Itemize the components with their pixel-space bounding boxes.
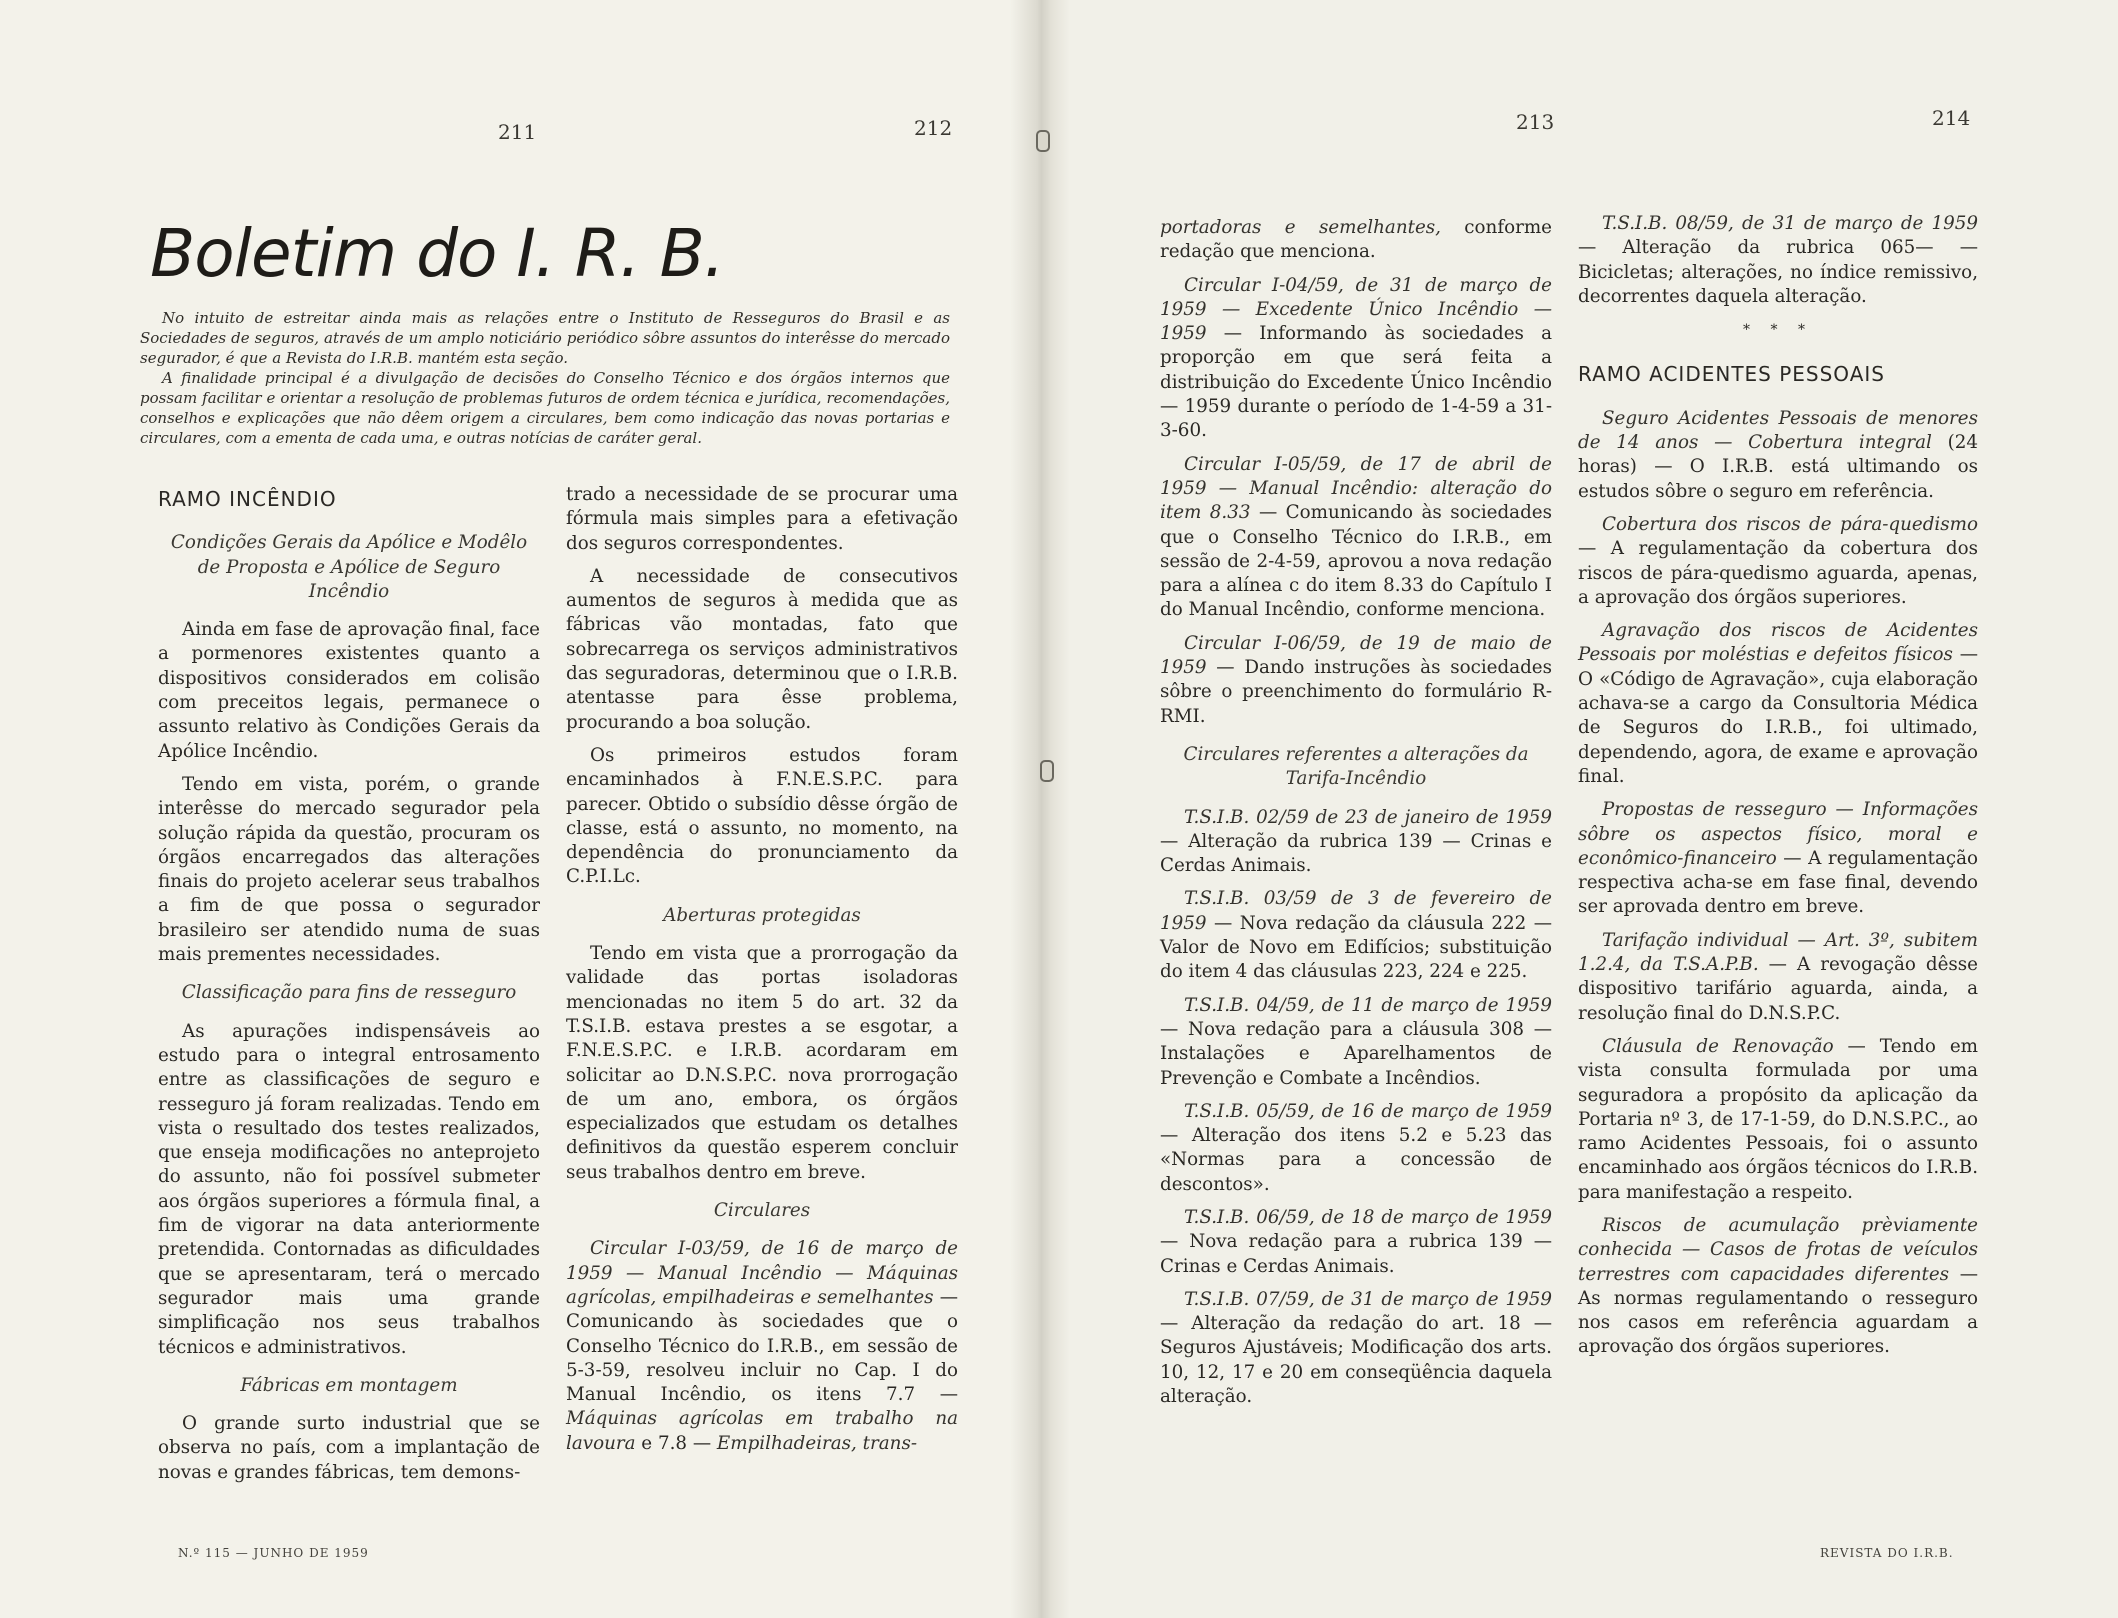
tarifa-entry (1578, 212, 1978, 309)
circular-entry (1160, 453, 1552, 623)
news-item (1578, 619, 1978, 789)
news-item-title: Seguro Acidentes Pessoais de menores de 14 anos — Cobertura integral (1578, 407, 1978, 454)
circular-entry (1160, 274, 1552, 444)
paragraph: A necessidade de consecutivos aumentos de seguros à medida que as fábricas vão montadas, fato que sobrecarrega os serviços administrativos das seguradoras, determinou que o I.R.B. atentasse para êsse problema, procurando a boa solução. (566, 565, 958, 733)
footer-magazine: REVISTA DO I.R.B. (1820, 1546, 1954, 1560)
tarifa-entry (1160, 887, 1552, 984)
binding-hole (1040, 760, 1054, 782)
tarifa-entry (1160, 1206, 1552, 1279)
circular-reference: Empilhadeiras, trans- (716, 1432, 917, 1454)
page-number-213: 213 (1516, 110, 1555, 134)
news-item-text: (24 horas) — O I.R.B. está ultimando os estudos sôbre o seguro em referência. (1578, 432, 1978, 502)
circular-text: — Comunicando às sociedades que o Conselho Técnico do I.R.B., em sessão de 5-3-59, resolveu incluir no Cap. I do Manual Incêndio, os itens 7.7 — (566, 1286, 958, 1406)
news-item-text: — O «Código de Agravação», cuja elaboração achava-se a cargo da Consultoria Médica de Seguros do I.R.B., foi ultimado, dependendo, agora, de exame e aprovação final. (1578, 644, 1978, 787)
subsection-heading: Aberturas protegidas (663, 904, 861, 926)
tarifa-reference: T.S.I.B. 03/59 de 3 de fevereiro de 1959 (1160, 888, 1552, 934)
tarifa-text: — Nova redação para a cláusula 308 — Instalações e Aparelhamentos de Prevenção e Combate a Incêndios. (1160, 1018, 1552, 1089)
news-item (1578, 513, 1978, 610)
page-number-214: 214 (1932, 106, 1971, 130)
section-heading: RAMO ACIDENTES PESSOAIS (1578, 362, 1885, 387)
subsection-heading: Condições Gerais da Apólice e Modêlo de Proposta e Apólice de Seguro Incêndio (170, 532, 528, 602)
news-item-text: — As normas regulamentando o resseguro nos casos em referência aguardam a aprovação dos órgãos superiores. (1578, 1263, 1979, 1358)
subsection-heading: Circulares (713, 1200, 811, 1222)
column-2 (566, 483, 958, 1465)
tarifa-reference: T.S.I.B. 08/59, de 31 de março de 1959 (1602, 213, 1978, 234)
section-divider: * * * (1743, 322, 1813, 339)
news-item (1578, 1214, 1978, 1360)
paragraph: trado a necessidade de se procurar uma fórmula mais simples para a efetivação dos seguros correspondentes. (566, 484, 958, 554)
book-gutter (1010, 0, 1070, 1618)
news-item-title: Agravação dos riscos de Acidentes Pessoais por moléstias e defeitos físicos (1578, 620, 1978, 666)
paragraph: Tendo em vista que a prorrogação da validade das portas isoladoras mencionadas no item 5 do art. 32 da T.S.I.B. estava prestes a se esgotar, a F.N.E.S.P.C. e I.R.B. acordaram em solicitar ao D.N.S.P.C. nova prorrogação de um ano, embora, os órgãos especializados que estudam os detalhes definitivos da questão esperem concluir seus trabalhos dentro em breve. (566, 943, 958, 1183)
circular-reference: portadoras e semelhantes, (1160, 217, 1441, 238)
tarifa-reference: T.S.I.B. 02/59 de 23 de janeiro de 1959 (1184, 806, 1552, 828)
circular-reference: Máquinas agrícolas em trabalho na lavoura (566, 1408, 958, 1454)
news-item (1578, 1035, 1978, 1205)
column-3 (1160, 216, 1552, 1418)
intro-paragraph: A finalidade principal é a divulgação de decisões do Conselho Técnico e dos órgãos internos que possam facilitar e orientar a resolução de problemas futuros de ordem técnica e jurídica, recomendações, conselhos e explicações que não dêem origem a circulares, bem como indicação das novas portarias e circulares, com a ementa de cada uma, e outras notícias de caráter geral. (140, 369, 950, 447)
paragraph: O grande surto industrial que se observa no país, com a implantação de novas e grandes fábricas, tem demons- (158, 1413, 540, 1483)
paragraph: As apurações indispensáveis ao estudo para o integral entrosamento entre as classificações de seguro e resseguro já foram realizadas. Tendo em vista o resultado dos testes realizados, que enseja modificações no anteprojeto do assunto, não foi possível submeter aos órgãos superiores a fórmula final, a fim de vigorar na data anteriormente pretendida. Contornadas as dificuldades que se apresentaram, terá o mercado segurador mais uma grande simplificação nos seus trabalhos técnicos e administrativos. (158, 1020, 540, 1358)
tarifa-reference: T.S.I.B. 07/59, de 31 de março de 1959 (1184, 1288, 1552, 1310)
tarifa-entry (1160, 1100, 1552, 1197)
subsection-heading: Classificação para fins de resseguro (181, 982, 517, 1004)
subsection-heading: Fábricas em montagem (240, 1374, 458, 1396)
tarifa-text: — Alteração da redação do art. 18 — Seguros Ajustáveis; Modificação dos arts. 10, 12, 17 e 20 em conseqüência daquela alteração. (1160, 1313, 1552, 1408)
circular-text: e 7.8 — (635, 1432, 717, 1454)
circular-reference: Circular I-04/59, de 31 de março de 1959 — Excedente Único Incêndio — 1959 (1160, 274, 1552, 345)
paragraph (1160, 216, 1552, 265)
news-item-text: — Tendo em vista consulta formulada por uma seguradora a propósito da aplicação da Portaria nº 3, de 17-1-59, do D.N.S.P.C., ao ramo Acidentes Pessoais, foi o assunto encaminhado aos órgãos técnicos do I.R.B. para manifestação a respeito. (1578, 1035, 1978, 1203)
page-title: Boletim do I. R. B. (150, 215, 724, 292)
circular-reference: Circular I-06/59, de 19 de maio de 1959 (1160, 632, 1552, 679)
column-1 (158, 487, 540, 1494)
tarifa-entry (1160, 994, 1552, 1091)
binding-hole (1036, 130, 1050, 152)
tarifa-text: — Alteração dos itens 5.2 e 5.23 das «Normas para a concessão de descontos». (1160, 1125, 1552, 1195)
circular-text: conforme redação que menciona. (1160, 217, 1552, 263)
circular-text: — Informando às sociedades a proporção em que será feita a distribuição do Excedente Único Incêndio — 1959 durante o período de 1-4-59 a 31-3-60. (1160, 323, 1552, 442)
footer-issue: N.º 115 — JUNHO DE 1959 (178, 1546, 369, 1560)
news-item-text: — A revogação dêsse dispositivo tarifário aguarda, ainda, a resolução final do D.N.S.P.C. (1578, 954, 1978, 1024)
tarifa-reference: T.S.I.B. 05/59, de 16 de março de 1959 (1184, 1100, 1552, 1122)
tarifa-entry (1160, 1288, 1552, 1409)
paragraph: Os primeiros estudos foram encaminhados à F.N.E.S.P.C. para parecer. Obtido o subsídio dêsse órgão de classe, está o assunto, no momento, na dependência do pronunciamento da C.P.I.Lc. (566, 744, 958, 888)
paragraph: Ainda em fase de aprovação final, face a pormenores existentes quanto a dispositivos considerados em colisão com preceitos legais, permanece o assunto relativo às Condições Gerais da Apólice Incêndio. (158, 619, 540, 762)
tarifa-text: — Alteração da rubrica 065— — Bicicletas; alterações, no índice remissivo, decorrentes daquela alteração. (1578, 237, 1978, 307)
subsection-heading: Circulares referentes a alterações da Tarifa-Incêndio (1183, 743, 1529, 790)
circular-entry (566, 1237, 958, 1456)
news-item-text: — A regulamentação respectiva acha-se em fase final, devendo ser aprovada dentro em breve. (1578, 847, 1978, 918)
tarifa-entry (1160, 806, 1552, 879)
tarifa-reference: T.S.I.B. 06/59, de 18 de março de 1959 (1184, 1206, 1552, 1228)
news-item-title: Cláusula de Renovação (1602, 1035, 1834, 1057)
tarifa-text: — Nova redação para a rubrica 139 — Crinas e Cerdas Animais. (1160, 1231, 1552, 1277)
circular-entry (1160, 632, 1552, 729)
column-4 (1578, 212, 1978, 1369)
tarifa-reference: T.S.I.B. 04/59, de 11 de março de 1959 (1184, 994, 1552, 1016)
intro-text (140, 308, 950, 448)
page-number-211: 211 (498, 120, 537, 144)
news-item-text: — A regulamentação da cobertura dos riscos de pára-quedismo aguarda, apenas, a aprovação dos órgãos superiores. (1578, 538, 1978, 608)
news-item-title: Tarifação individual — Art. 3º, subitem 1.2.4, da T.S.A.P.B. (1578, 929, 1978, 976)
news-item-title: Cobertura dos riscos de pára-quedismo (1602, 513, 1978, 535)
tarifa-text: — Nova redação da cláusula 222 — Valor de Novo em Edifícios; substituição do item 4 das cláusulas 223, 224 e 225. (1160, 912, 1552, 983)
circular-text: — Dando instruções às sociedades sôbre o preenchimento do formulário R-RMI. (1160, 657, 1552, 727)
news-item (1578, 798, 1978, 919)
paragraph: Tendo em vista, porém, o grande interêsse do mercado segurador pela solução rápida da questão, procuram os órgãos encarregados das alterações finais do projeto acelerar seus trabalhos a fim de que possa o segurador brasileiro ser atendido numa de suas mais prementes necessidades. (158, 773, 540, 966)
page-number-212: 212 (914, 116, 953, 140)
circular-text: — Comunicando às sociedades que o Conselho Técnico do I.R.B., em sessão de 2-4-59, aprovou a nova redação para a alínea c do item 8.33 do Capítulo I do Manual Incêndio, conforme menciona. (1160, 502, 1552, 621)
tarifa-text: — Alteração da rubrica 139 — Crinas e Cerdas Animais. (1160, 830, 1552, 877)
news-item-title: Propostas de resseguro — Informações sôbre os aspectos físico, moral e econômico-financeiro (1578, 799, 1978, 869)
section-heading: RAMO INCÊNDIO (158, 487, 337, 511)
news-item-title: Riscos de acumulação prèviamente conhecida — Casos de frotas de veículos terrestres com capacidades diferentes (1578, 1214, 1978, 1285)
news-item (1578, 929, 1978, 1026)
news-item (1578, 407, 1978, 504)
circular-reference: Circular I-03/59, de 16 de março de 1959 — Manual Incêndio — Máquinas agrícolas, empilhadeiras e semelhantes (566, 1238, 958, 1308)
intro-paragraph: No intuito de estreitar ainda mais as relações entre o Instituto de Resseguros do Brasil e as Sociedades de seguros, através de um amplo noticiário periódico sôbre assuntos do interêsse do mercado segurador, é que a Revista do I.R.B. mantém esta seção. (140, 309, 950, 367)
circular-reference: Circular I-05/59, de 17 de abril de 1959 — Manual Incêndio: alteração do item 8.33 (1160, 453, 1552, 524)
